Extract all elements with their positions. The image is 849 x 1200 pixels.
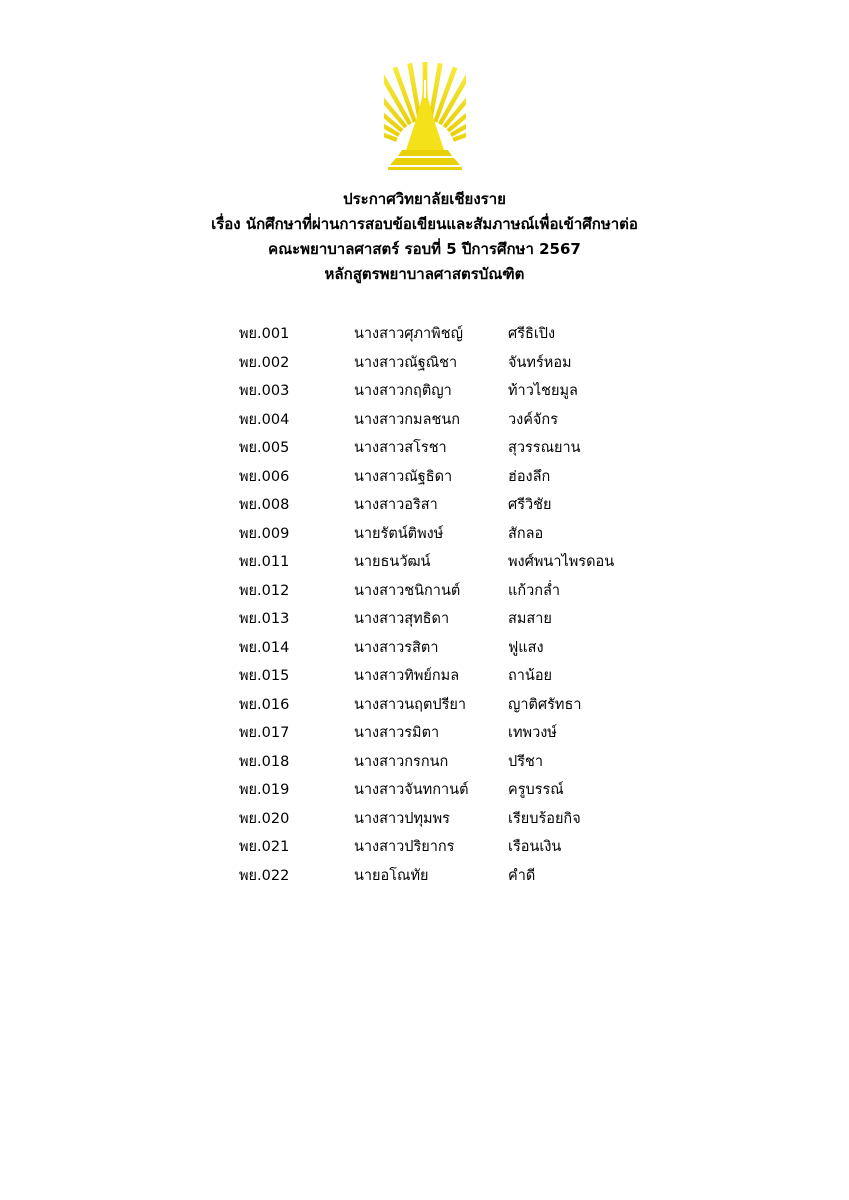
student-first-name: นางสาวกรกนก: [354, 753, 449, 770]
student-first-name: นางสาวกมลชนก: [354, 411, 461, 428]
student-last-name: ถาน้อย: [508, 668, 553, 684]
list-item: [239, 320, 659, 349]
list-item: [239, 833, 659, 862]
student-code: พย.021: [239, 839, 290, 855]
program-name: หลักสูตรพยาบาลศาสตรบัณฑิต: [324, 265, 525, 283]
student-code: พย.016: [239, 696, 290, 713]
list-item: [239, 719, 659, 748]
student-code: พย.017: [239, 725, 290, 741]
university-emblem-icon: [384, 58, 466, 170]
student-first-name: นางสาวทิพย์กมล: [354, 668, 460, 684]
student-last-name: สุวรรณยาน: [508, 440, 581, 456]
announcement-heading: [0, 187, 849, 287]
student-last-name: เรือนเงิน: [508, 839, 562, 855]
list-item: [239, 377, 659, 406]
student-code: พย.003: [239, 383, 290, 399]
student-last-name: คำดี: [508, 867, 536, 884]
student-roster: [239, 320, 659, 890]
student-code: พย.005: [239, 440, 290, 456]
student-code: พย.001: [239, 326, 290, 342]
student-last-name: สักลอ: [508, 525, 544, 542]
student-code: พย.009: [239, 525, 290, 542]
student-last-name: เทพวงษ์: [508, 725, 557, 741]
student-code: พย.004: [239, 411, 290, 428]
list-item: [239, 691, 659, 720]
student-first-name: นางสาวปริยากร: [354, 839, 455, 855]
list-item: [239, 662, 659, 691]
student-code: พย.014: [239, 639, 290, 656]
list-item: [239, 463, 659, 492]
student-first-name: นางสาวสโรชา: [354, 440, 447, 456]
student-code: พย.020: [239, 810, 290, 827]
student-first-name: นางสาวสุทธิดา: [354, 611, 450, 627]
list-item: [239, 406, 659, 435]
student-first-name: นายรัตน์ติพงษ์: [354, 525, 444, 542]
student-last-name: วงค์จักร: [508, 411, 558, 428]
list-item: [239, 520, 659, 549]
student-first-name: นางสาวรสิตา: [354, 639, 439, 656]
student-last-name: จันทร์หอม: [508, 354, 572, 371]
list-item: [239, 434, 659, 463]
list-item: [239, 776, 659, 805]
student-first-name: นายธนวัฒน์: [354, 554, 431, 570]
student-first-name: นางสาวกฤติญา: [354, 383, 452, 399]
list-item: [239, 862, 659, 891]
student-last-name: เรียบร้อยกิจ: [508, 810, 581, 827]
student-last-name: ท้าวไชยมูล: [508, 383, 578, 399]
student-code: พย.018: [239, 753, 290, 770]
student-first-name: นางสาวศุภาพิชญ์: [354, 326, 463, 342]
student-code: พย.019: [239, 782, 290, 798]
list-item: [239, 349, 659, 378]
student-first-name: นางสาวณัฐธิดา: [354, 468, 453, 485]
student-last-name: ครูบรรณ์: [508, 782, 564, 798]
student-code: พย.015: [239, 668, 290, 684]
student-code: พย.011: [239, 554, 290, 570]
student-first-name: นางสาวนฤตปรียา: [354, 696, 467, 713]
list-item: [239, 491, 659, 520]
student-first-name: นายอโณทัย: [354, 867, 429, 884]
student-first-name: นางสาวชนิกานต์: [354, 582, 461, 599]
announcement-subject: เรื่อง นักศึกษาที่ผ่านการสอบข้อเขียนและสัมภาษณ์เพื่อเข้าศึกษาต่อ: [211, 215, 638, 233]
list-item: [239, 805, 659, 834]
student-first-name: นางสาวรมิตา: [354, 725, 440, 741]
student-code: พย.012: [239, 582, 290, 599]
student-last-name: แก้วกล่ำ: [508, 582, 561, 599]
student-last-name: ญาติศรัทธา: [508, 696, 582, 713]
list-item: [239, 548, 659, 577]
student-code: พย.006: [239, 468, 290, 485]
list-item: [239, 577, 659, 606]
student-last-name: ปรีชา: [508, 753, 543, 770]
list-item: [239, 748, 659, 777]
student-last-name: ศรีวิชัย: [508, 497, 552, 513]
student-last-name: ฮ่องลึก: [508, 468, 551, 485]
student-last-name: ศรีธิเปิง: [508, 326, 556, 342]
list-item: [239, 605, 659, 634]
student-code: พย.022: [239, 867, 290, 884]
student-code: พย.008: [239, 497, 290, 513]
student-first-name: นางสาวณัฐณิชา: [354, 354, 458, 371]
announcement-title: ประกาศวิทยาลัยเชียงราย: [343, 190, 506, 208]
list-item: [239, 634, 659, 663]
student-last-name: ฟูแสง: [508, 639, 544, 656]
student-code: พย.002: [239, 354, 290, 371]
student-first-name: นางสาวอริสา: [354, 497, 438, 513]
student-code: พย.013: [239, 611, 290, 627]
student-first-name: นางสาวจันทกานต์: [354, 782, 469, 798]
student-first-name: นางสาวปทุมพร: [354, 810, 450, 827]
student-last-name: สมสาย: [508, 611, 552, 627]
student-last-name: พงศ์พนาไพรดอน: [508, 554, 615, 570]
faculty-round-line: คณะพยาบาลศาสตร์ รอบที่ 5 ปีการศึกษา 2567: [268, 240, 581, 258]
